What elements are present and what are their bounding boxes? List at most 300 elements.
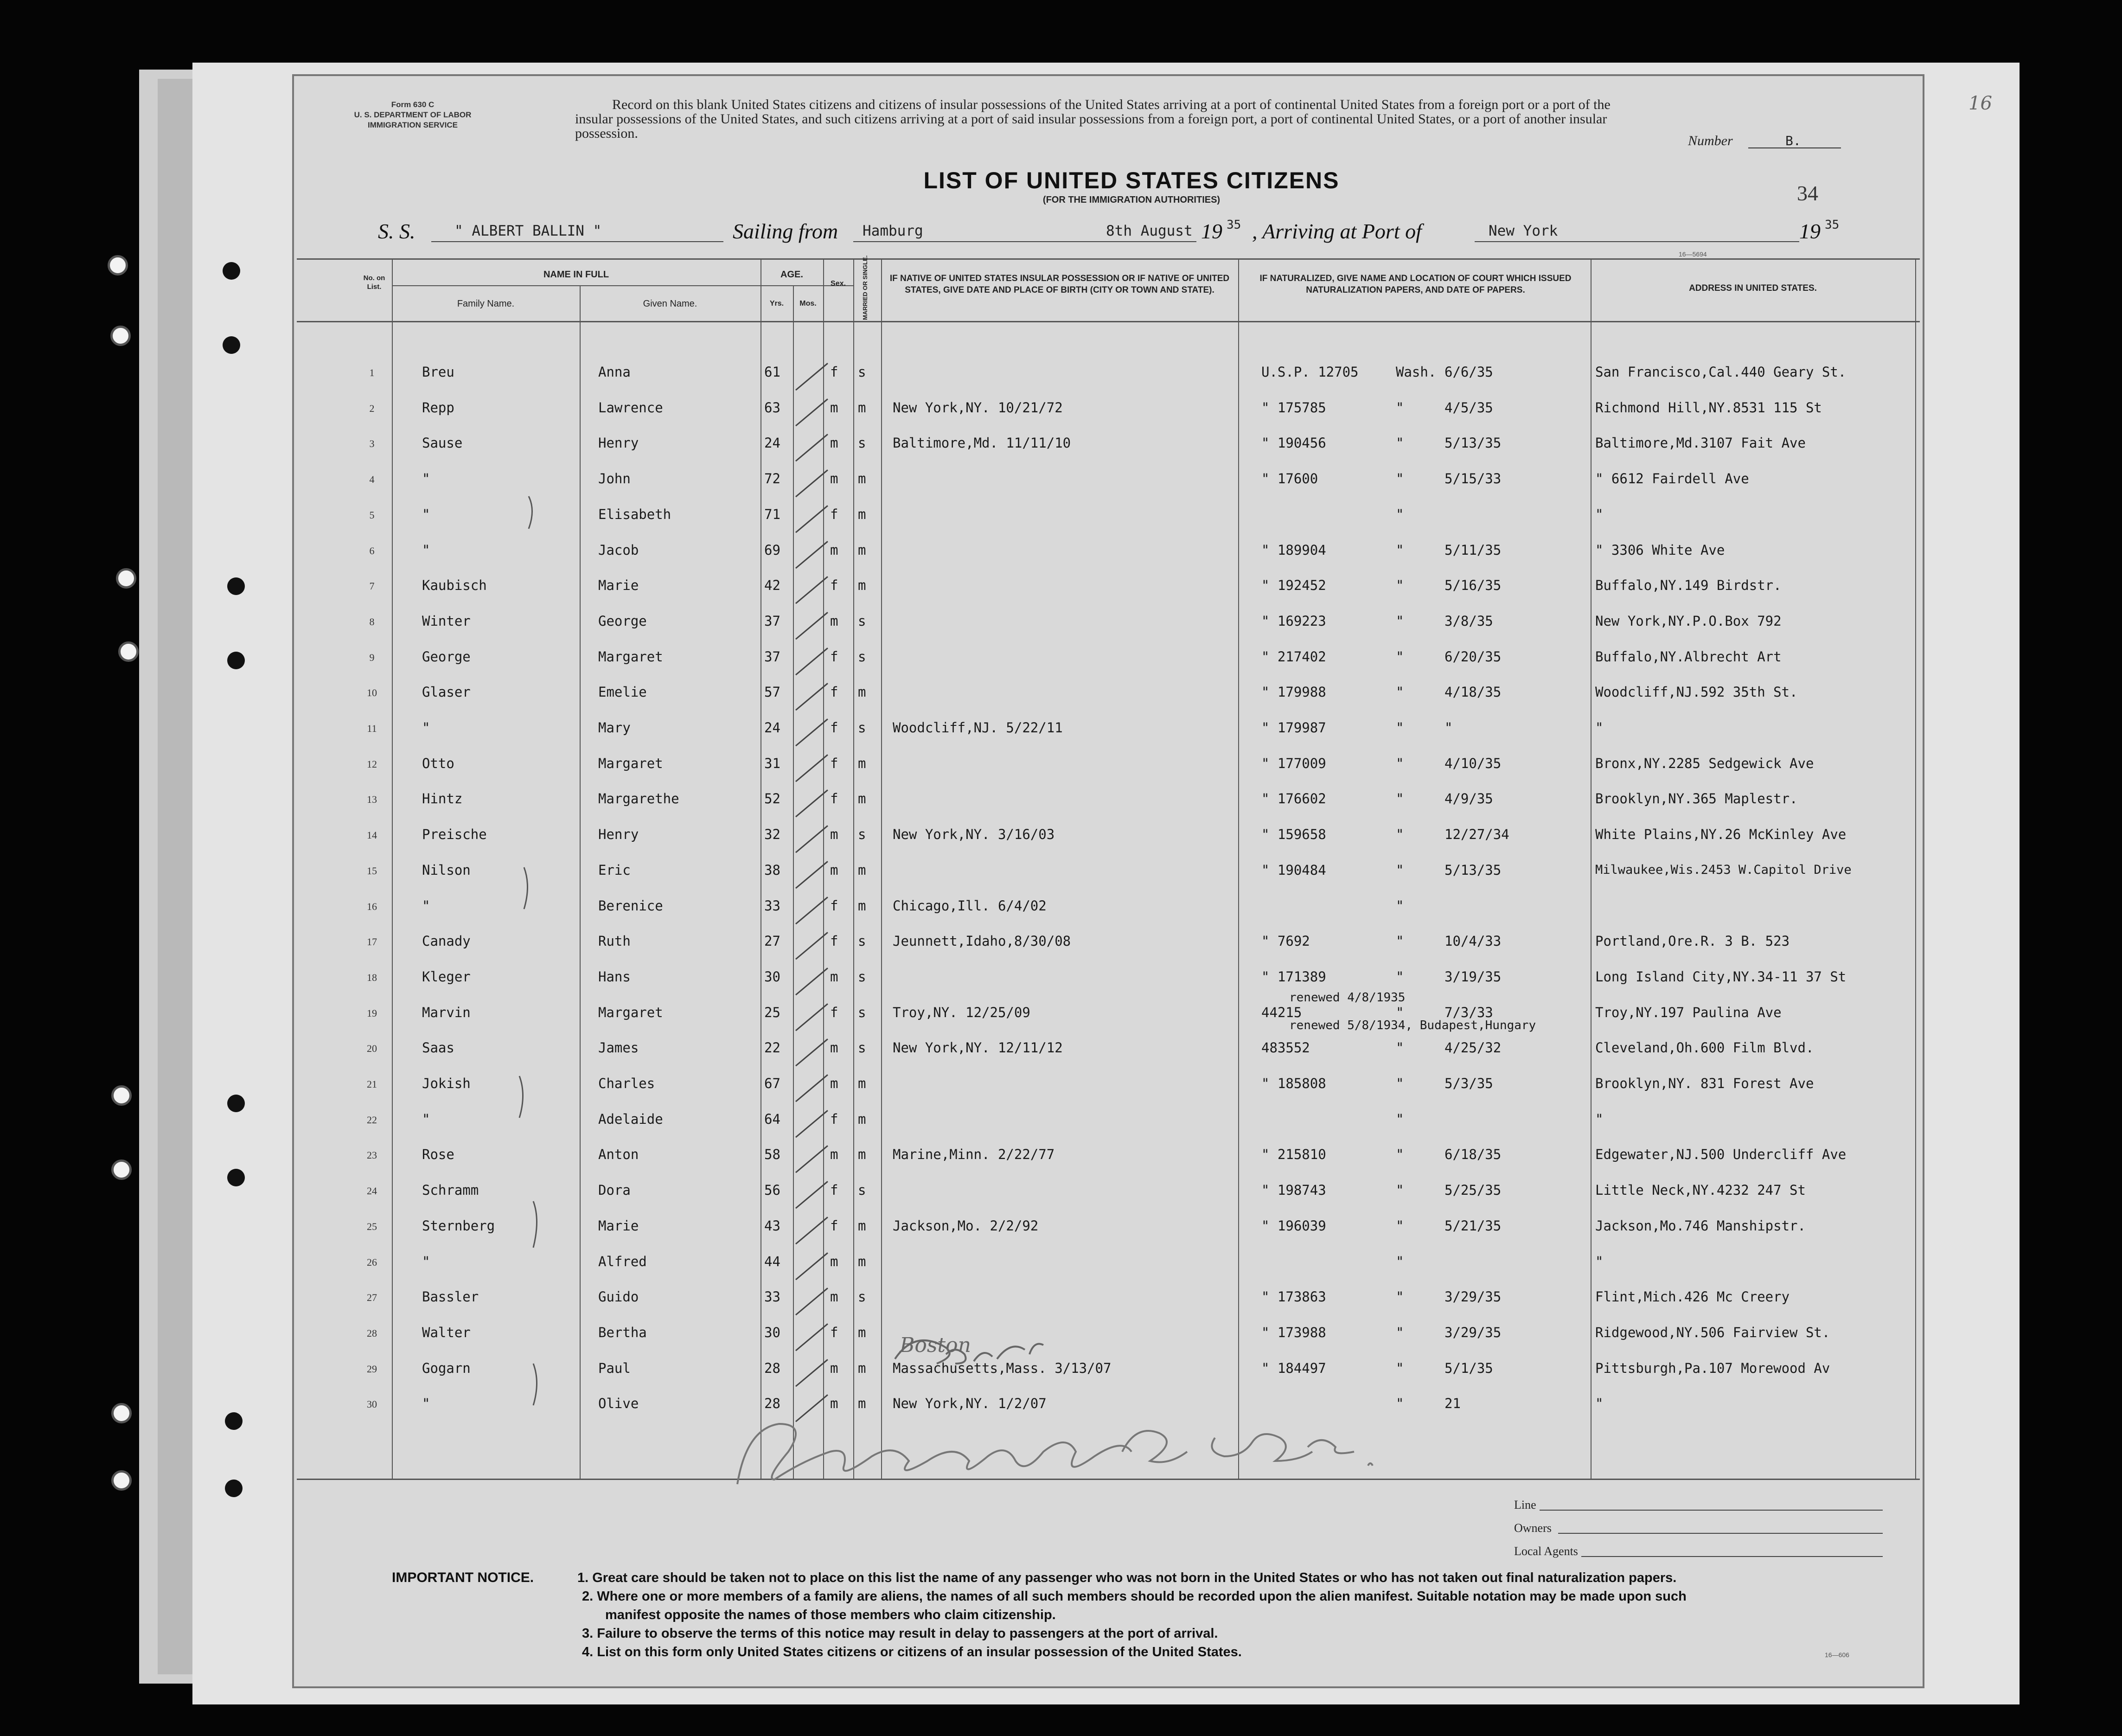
birth-place-date: New York,NY. 10/21/72 xyxy=(893,399,1063,416)
col-header-given: Given Name. xyxy=(643,299,697,309)
given-name: Adelaide xyxy=(598,1111,663,1127)
naturalization-date: 7/3/33 xyxy=(1444,1004,1493,1020)
address: Woodcliff,NJ.592 35th St. xyxy=(1595,684,1798,700)
year2-prefix: 19 xyxy=(1799,219,1821,243)
col-header-no: No. on List. xyxy=(363,274,385,291)
binder-hole xyxy=(108,255,128,275)
marital-status: m xyxy=(858,1324,866,1340)
punch-hole xyxy=(227,1169,245,1186)
marital-status: m xyxy=(858,862,866,878)
birth-place-date: Woodcliff,NJ. 5/22/11 xyxy=(893,720,1063,736)
family-name: Glaser xyxy=(422,684,471,700)
naturalization-number: " 190456 xyxy=(1261,435,1326,451)
marital-status: m xyxy=(858,542,866,558)
naturalization-date: 3/19/35 xyxy=(1444,968,1502,985)
given-name: Hans xyxy=(598,968,631,985)
binder-hole xyxy=(111,1403,132,1423)
row-number: 24 xyxy=(367,1185,377,1197)
naturalization-number: " 192452 xyxy=(1261,577,1326,594)
given-name: James xyxy=(598,1040,639,1056)
age-years: 27 xyxy=(764,933,780,949)
birth-place-date: Baltimore,Md. 11/11/10 xyxy=(893,435,1071,451)
marital-status: s xyxy=(858,364,866,380)
sex: m xyxy=(830,471,838,487)
naturalization-court: " xyxy=(1396,1147,1404,1163)
naturalization-court: " xyxy=(1396,577,1404,594)
naturalization-court: " xyxy=(1396,1289,1404,1305)
given-name: Anna xyxy=(598,364,631,380)
naturalization-court: " xyxy=(1396,826,1404,843)
row-number: 10 xyxy=(367,687,377,699)
naturalization-date: 21 xyxy=(1444,1396,1461,1412)
naturalization-court: " xyxy=(1396,897,1404,914)
sex: f xyxy=(830,648,838,665)
given-name: Eric xyxy=(598,862,631,878)
from-underline xyxy=(853,241,1104,242)
age-years: 28 xyxy=(764,1360,780,1376)
row-number: 18 xyxy=(367,971,377,983)
sex: m xyxy=(830,613,838,629)
col-header-naturalized: IF NATURALIZED, GIVE NAME AND LOCATION OF COURT WHICH ISSUED NATURALIZATION PAPERS, AND DATE OF PAPERS. xyxy=(1259,274,1572,295)
naturalization-number: 44215 xyxy=(1261,1004,1302,1020)
marital-status: m xyxy=(858,1360,866,1376)
agents-underline xyxy=(1581,1556,1883,1557)
departure-port: Hamburg xyxy=(863,223,923,239)
address: Milwaukee,Wis.2453 W.Capitol Drive xyxy=(1595,862,1852,877)
given-name: Olive xyxy=(598,1396,639,1412)
age-years: 69 xyxy=(764,542,780,558)
address: New York,NY.P.O.Box 792 xyxy=(1595,613,1782,629)
family-name: Canady xyxy=(422,933,471,949)
form-instructions: Record on this blank United States citizens and citizens of insular possessions of the United States arriving at a port of continental United States from a foreign port or a port of the insular possessions of the United States, and such citizens arriving at a port of said insular possessions from a foreign port, a port of continental United States, or a port of another insular possession. xyxy=(575,97,1611,141)
address: San Francisco,Cal.440 Geary St. xyxy=(1595,364,1847,380)
age-years: 67 xyxy=(764,1076,780,1091)
binder-hole xyxy=(116,568,136,589)
age-years: 58 xyxy=(764,1147,780,1163)
birth-place-date: Troy,NY. 12/25/09 xyxy=(893,1004,1030,1020)
naturalization-number: " 175785 xyxy=(1261,399,1326,416)
service: IMMIGRATION SERVICE xyxy=(368,121,458,129)
naturalization-number: " 189904 xyxy=(1261,542,1326,558)
family-name: Walter xyxy=(422,1324,471,1340)
sex: f xyxy=(830,755,838,771)
naturalization-number: " 173988 xyxy=(1261,1324,1326,1340)
notice-title: IMPORTANT NOTICE. xyxy=(392,1570,534,1585)
family-name: Marvin xyxy=(422,1004,471,1020)
address: " xyxy=(1595,1396,1604,1412)
given-name: Alfred xyxy=(598,1253,647,1269)
naturalization-date: 12/27/34 xyxy=(1444,826,1509,843)
birth-place-date: Marine,Minn. 2/22/77 xyxy=(893,1147,1055,1163)
sex: m xyxy=(830,1040,838,1056)
naturalization-court: " xyxy=(1396,1396,1404,1412)
punch-hole xyxy=(223,336,240,354)
birth-place-date: Jackson,Mo. 2/2/92 xyxy=(893,1217,1039,1234)
ship-underline xyxy=(431,241,723,242)
naturalization-court: " xyxy=(1396,755,1404,771)
row-number: 3 xyxy=(369,438,375,450)
given-name: Charles xyxy=(598,1076,655,1091)
marital-status: s xyxy=(858,1289,866,1305)
naturalization-number: " 176602 xyxy=(1261,791,1326,807)
naturalization-number: " 179987 xyxy=(1261,720,1326,736)
age-years: 42 xyxy=(764,577,780,594)
naturalization-court: " xyxy=(1396,1076,1404,1091)
punch-hole xyxy=(227,1095,245,1112)
sex: f xyxy=(830,364,838,380)
address: Baltimore,Md.3107 Fait Ave xyxy=(1595,435,1806,451)
family-name: Winter xyxy=(422,613,471,629)
col-rule xyxy=(1915,258,1916,1479)
marital-status: m xyxy=(858,506,866,522)
row-number: 23 xyxy=(367,1149,377,1161)
number-value: B. xyxy=(1785,133,1801,148)
table-bottom-rule xyxy=(297,1479,1920,1480)
address: Troy,NY.197 Paulina Ave xyxy=(1595,1004,1782,1020)
notice-1: 1. Great care should be taken not to place on this list the name of any passenger who was not born in the United States or who has not taken out final naturalization papers. xyxy=(577,1570,1677,1585)
sex: f xyxy=(830,1217,838,1234)
naturalization-date: 6/6/35 xyxy=(1444,364,1493,380)
naturalization-number: " 159658 xyxy=(1261,826,1326,843)
family-name: George xyxy=(422,648,471,665)
age-years: 30 xyxy=(764,968,780,985)
naturalization-court: " xyxy=(1396,1040,1404,1056)
row-number: 16 xyxy=(367,900,377,912)
row-number: 14 xyxy=(367,829,377,841)
given-name: Lawrence xyxy=(598,399,663,416)
naturalization-date: 5/13/35 xyxy=(1444,435,1502,451)
family-name: " xyxy=(422,471,430,487)
birth-place-date: New York,NY. 1/2/07 xyxy=(893,1396,1047,1412)
naturalization-number: " 169223 xyxy=(1261,613,1326,629)
age-years: 22 xyxy=(764,1040,780,1056)
renewal-note: renewed 5/8/1934, Budapest,Hungary xyxy=(1289,1018,1536,1032)
naturalization-number: " 190484 xyxy=(1261,862,1326,878)
naturalization-date: " xyxy=(1444,720,1453,736)
row-number: 21 xyxy=(367,1078,377,1090)
address: Little Neck,NY.4232 247 St xyxy=(1595,1182,1806,1198)
marital-status: s xyxy=(858,968,866,985)
sex: m xyxy=(830,399,838,416)
age-years: 64 xyxy=(764,1111,780,1127)
notice-4: 4. List on this form only United States citizens or citizens of an insular possession of the United States. xyxy=(582,1645,1242,1659)
given-name: Margarethe xyxy=(598,791,679,807)
form-code-bottom: 16—606 xyxy=(1825,1651,1849,1659)
marital-status: m xyxy=(858,577,866,594)
col-header-address: ADDRESS IN UNITED STATES. xyxy=(1689,283,1817,293)
family-name: Otto xyxy=(422,755,454,771)
row-number: 30 xyxy=(367,1398,377,1410)
address: " 3306 White Ave xyxy=(1595,542,1725,558)
family-name: " xyxy=(422,1111,430,1127)
naturalization-date: 3/29/35 xyxy=(1444,1324,1502,1340)
given-name: Guido xyxy=(598,1289,639,1305)
naturalization-court: " xyxy=(1396,648,1404,665)
naturalization-court: " xyxy=(1396,399,1404,416)
given-name: Mary xyxy=(598,720,631,736)
naturalization-date: 4/5/35 xyxy=(1444,399,1493,416)
given-name: Ruth xyxy=(598,933,631,949)
given-name: Paul xyxy=(598,1360,631,1376)
age-years: 37 xyxy=(764,648,780,665)
sex: f xyxy=(830,577,838,594)
naturalization-date: 4/9/35 xyxy=(1444,791,1493,807)
punch-hole xyxy=(227,652,245,669)
naturalization-court: " xyxy=(1396,1217,1404,1234)
birth-place-date: Massachusetts,Mass. 3/13/07 xyxy=(893,1360,1112,1376)
naturalization-number: " 173863 xyxy=(1261,1289,1326,1305)
binder-strip-inner xyxy=(158,79,195,1674)
age-years: 28 xyxy=(764,1396,780,1412)
naturalization-court: " xyxy=(1396,933,1404,949)
marital-status: m xyxy=(858,684,866,700)
col-header-family: Family Name. xyxy=(457,299,515,309)
sex: f xyxy=(830,791,838,807)
address: Edgewater,NJ.500 Undercliff Ave xyxy=(1595,1147,1847,1163)
given-name: Anton xyxy=(598,1147,639,1163)
row-number: 5 xyxy=(369,509,375,521)
family-name: " xyxy=(422,506,430,522)
naturalization-date: 5/25/35 xyxy=(1444,1182,1502,1198)
col-header-mos: Mos. xyxy=(799,300,817,307)
col-rule xyxy=(793,285,794,1479)
naturalization-number: " 171389 xyxy=(1261,968,1326,985)
punch-hole xyxy=(223,262,240,280)
col-rule xyxy=(1238,258,1239,1479)
naturalization-date: 3/29/35 xyxy=(1444,1289,1502,1305)
col-rule xyxy=(1591,258,1592,1479)
naturalization-date: 4/18/35 xyxy=(1444,684,1502,700)
family-name: Kleger xyxy=(422,968,471,985)
row-number: 20 xyxy=(367,1043,377,1055)
row-number: 13 xyxy=(367,794,377,806)
family-name: Breu xyxy=(422,364,454,380)
age-years: 44 xyxy=(764,1253,780,1269)
naturalization-number: " 198743 xyxy=(1261,1182,1326,1198)
number-label: Number xyxy=(1688,133,1733,148)
sex: m xyxy=(830,1076,838,1091)
marital-status: m xyxy=(858,471,866,487)
age-years: 33 xyxy=(764,897,780,914)
sailing-date: 8th August xyxy=(1106,223,1193,239)
family-name: Preische xyxy=(422,826,487,843)
row-number: 2 xyxy=(369,402,375,414)
row-number: 12 xyxy=(367,758,377,770)
year-suffix: 35 xyxy=(1227,218,1241,232)
naturalization-date: 5/1/35 xyxy=(1444,1360,1493,1376)
naturalization-date: 10/4/33 xyxy=(1444,933,1502,949)
row-number: 4 xyxy=(369,474,375,486)
marital-status: s xyxy=(858,1182,866,1198)
birth-place-date: Jeunnett,Idaho,8/30/08 xyxy=(893,933,1071,949)
form-number: Form 630 C xyxy=(391,100,435,109)
address: " 6612 Fairdell Ave xyxy=(1595,471,1749,487)
naturalization-number: 483552 xyxy=(1261,1040,1310,1056)
address: " xyxy=(1595,506,1604,522)
marital-status: m xyxy=(858,399,866,416)
manifest-page xyxy=(292,74,1924,1688)
family-name: Repp xyxy=(422,399,454,416)
naturalization-number: U.S.P. 12705 xyxy=(1261,364,1359,380)
naturalization-court: " xyxy=(1396,435,1404,451)
marital-status: s xyxy=(858,1040,866,1056)
row-number: 19 xyxy=(367,1007,377,1019)
marital-status: m xyxy=(858,791,866,807)
header-bottom-rule xyxy=(297,321,1920,322)
marital-status: s xyxy=(858,933,866,949)
row-number: 27 xyxy=(367,1292,377,1304)
age-years: 38 xyxy=(764,862,780,878)
binder-hole xyxy=(110,326,131,346)
given-name: Emelie xyxy=(598,684,647,700)
binder-hole xyxy=(111,1159,132,1180)
sex: m xyxy=(830,826,838,843)
sex: f xyxy=(830,506,838,522)
given-name: Marie xyxy=(598,577,639,594)
marital-status: m xyxy=(858,1217,866,1234)
naturalization-number: " 215810 xyxy=(1261,1147,1326,1163)
marital-status: s xyxy=(858,435,866,451)
sex: f xyxy=(830,720,838,736)
address: " xyxy=(1595,720,1604,736)
family-name: Kaubisch xyxy=(422,577,487,594)
naturalization-number: " 177009 xyxy=(1261,755,1326,771)
list-page-number: 34 xyxy=(1797,181,1818,205)
sex: f xyxy=(830,933,838,949)
address: Pittsburgh,Pa.107 Morewood Av xyxy=(1595,1360,1830,1376)
naturalization-court: " xyxy=(1396,471,1404,487)
punch-hole xyxy=(225,1412,243,1430)
age-years: 61 xyxy=(764,364,780,380)
marital-status: m xyxy=(858,1253,866,1269)
address: White Plains,NY.26 McKinley Ave xyxy=(1595,826,1847,843)
naturalization-court: " xyxy=(1396,720,1404,736)
naturalization-court: " xyxy=(1396,1111,1404,1127)
notice-3: 3. Failure to observe the terms of this notice may result in delay to passengers at the port of arrival. xyxy=(582,1626,1218,1641)
naturalization-number: " 17600 xyxy=(1261,471,1318,487)
notice-2: 2. Where one or more members of a family are aliens, the names of all such members should be recorded upon the alien manifest. Suitable notation may be made upon such xyxy=(582,1589,1687,1604)
given-name: Henry xyxy=(598,435,639,451)
port-underline xyxy=(1475,241,1799,242)
address: Buffalo,NY.Albrecht Art xyxy=(1595,648,1782,665)
row-number: 26 xyxy=(367,1256,377,1268)
naturalization-date: 6/20/35 xyxy=(1444,648,1502,665)
family-name: " xyxy=(422,897,430,914)
row-number: 29 xyxy=(367,1363,377,1375)
marital-status: s xyxy=(858,720,866,736)
address: Buffalo,NY.149 Birdstr. xyxy=(1595,577,1782,594)
sex: m xyxy=(830,1396,838,1412)
marital-status: s xyxy=(858,1004,866,1020)
family-name: Sause xyxy=(422,435,463,451)
owners-label: Owners xyxy=(1514,1521,1552,1535)
ship-name: " ALBERT BALLIN " xyxy=(454,223,602,239)
sex: f xyxy=(830,1324,838,1340)
age-years: 71 xyxy=(764,506,780,522)
family-name: Nilson xyxy=(422,862,471,878)
marital-status: m xyxy=(858,897,866,914)
renewal-note: renewed 4/8/1935 xyxy=(1289,990,1406,1005)
given-name: Berenice xyxy=(598,897,663,914)
row-number: 6 xyxy=(369,545,375,557)
birth-place-date: Chicago,Ill. 6/4/02 xyxy=(893,897,1047,914)
given-name: Margaret xyxy=(598,648,663,665)
row-number: 17 xyxy=(367,936,377,948)
address: " xyxy=(1595,1111,1604,1127)
naturalization-date: 5/16/35 xyxy=(1444,577,1502,594)
sex: m xyxy=(830,435,838,451)
punch-hole xyxy=(225,1480,243,1497)
binder-hole xyxy=(118,641,139,662)
naturalization-court: " xyxy=(1396,613,1404,629)
naturalization-court: Wash. xyxy=(1396,364,1437,380)
naturalization-date: 5/21/35 xyxy=(1444,1217,1502,1234)
marital-status: m xyxy=(858,1076,866,1091)
address: Flint,Mich.426 Mc Creery xyxy=(1595,1289,1790,1305)
given-name: Jacob xyxy=(598,542,639,558)
arrival-port: New York xyxy=(1489,223,1558,239)
birth-place-date: New York,NY. 3/16/03 xyxy=(893,826,1055,843)
naturalization-number: " 196039 xyxy=(1261,1217,1326,1234)
address: Brooklyn,NY.365 Maplestr. xyxy=(1595,791,1798,807)
family-name: " xyxy=(422,542,430,558)
sex: m xyxy=(830,542,838,558)
naturalization-date: 5/15/33 xyxy=(1444,471,1502,487)
family-name: " xyxy=(422,720,430,736)
naturalization-date: 4/25/32 xyxy=(1444,1040,1502,1056)
binder-hole xyxy=(111,1085,132,1106)
family-name: Bassler xyxy=(422,1289,479,1305)
age-years: 63 xyxy=(764,399,780,416)
date-underline xyxy=(1104,241,1196,242)
col-header-yrs: Yrs. xyxy=(769,300,784,307)
naturalization-court: " xyxy=(1396,968,1404,985)
col-header-name: NAME IN FULL xyxy=(543,269,609,280)
sex: m xyxy=(830,1253,838,1269)
sex: f xyxy=(830,1111,838,1127)
given-name: Marie xyxy=(598,1217,639,1234)
family-name: " xyxy=(422,1396,430,1412)
notice-2-cont: manifest opposite the names of those members who claim citizenship. xyxy=(605,1608,1056,1622)
row-number: 1 xyxy=(369,367,375,378)
address: Jackson,Mo.746 Manshipstr. xyxy=(1595,1217,1806,1234)
col-rule xyxy=(881,258,882,1479)
row-number: 7 xyxy=(369,580,375,592)
given-name: John xyxy=(598,471,631,487)
family-name: Schramm xyxy=(422,1182,479,1198)
punch-hole xyxy=(227,577,245,595)
family-name: Sternberg xyxy=(422,1217,495,1234)
address: Ridgewood,NY.506 Fairview St. xyxy=(1595,1324,1830,1340)
given-name: Elisabeth xyxy=(598,506,671,522)
year-prefix: 19 xyxy=(1201,219,1222,243)
binder-hole xyxy=(111,1470,132,1491)
naturalization-date: 3/8/35 xyxy=(1444,613,1493,629)
marital-status: s xyxy=(858,613,866,629)
row-number: 15 xyxy=(367,865,377,877)
row-number: 11 xyxy=(367,723,377,734)
given-name: Henry xyxy=(598,826,639,843)
naturalization-number: " 217402 xyxy=(1261,648,1326,665)
sex: m xyxy=(830,968,838,985)
age-years: 72 xyxy=(764,471,780,487)
age-years: 43 xyxy=(764,1217,780,1234)
marital-status: m xyxy=(858,1111,866,1127)
row-number: 8 xyxy=(369,615,375,628)
naturalization-number: " 179988 xyxy=(1261,684,1326,700)
col-header-age: AGE. xyxy=(780,269,803,280)
naturalization-number: " 7692 xyxy=(1261,933,1310,949)
